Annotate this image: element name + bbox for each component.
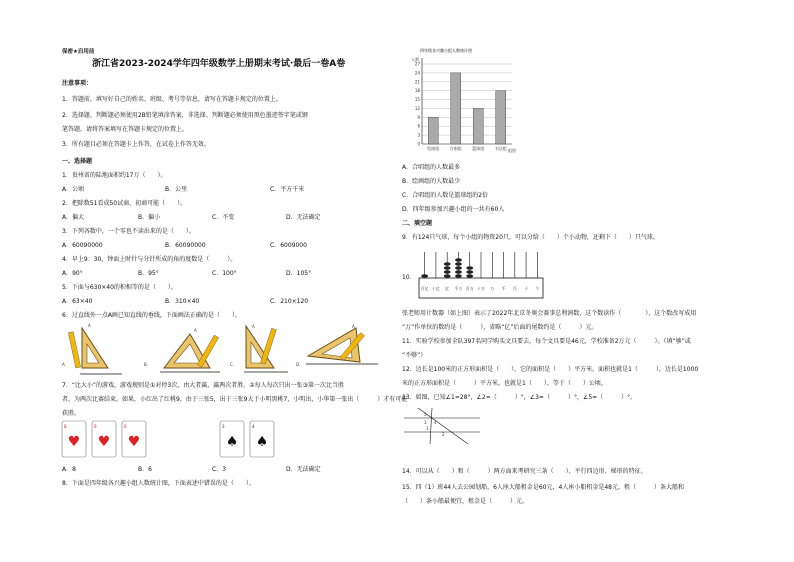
angle-label-4: 4 <box>434 420 437 425</box>
abacus-bead <box>444 270 451 274</box>
q15-line2: （ ）条小船最便宜，租金是（ ）元。 <box>402 498 529 505</box>
q5-opt-b: B．310×40 <box>165 298 200 305</box>
q7-opt-a: A．8 <box>62 466 76 473</box>
q8-opt-c: C．合唱组的人数是篮球组的2倍 <box>402 192 489 199</box>
q11-line2: “不够”） <box>402 352 427 359</box>
q5-opt-c: C．210×120 <box>270 298 309 305</box>
note-2-cont: 笔答题，请将答案填写在答题卡规定的位置上。 <box>62 126 189 133</box>
svg-text:3: 3 <box>222 424 225 429</box>
angle-diagram <box>402 406 482 446</box>
q2-opt-b: B．偏小 <box>138 214 161 221</box>
note-3: 3．所有题目必须在答题卡上作答，在试卷上作答无效。 <box>62 141 210 148</box>
svg-text:8: 8 <box>64 424 67 429</box>
angle-label-5: 5 <box>424 412 427 417</box>
q7-line1: 7．“比大小”的游戏，游戏规则是①对停3次，由大者赢，赢两次者胜。②每人每次只出一张③第一次比当胜 <box>62 382 344 389</box>
chart-category-label: 绘画组 <box>427 146 440 151</box>
q7-cards <box>60 420 360 460</box>
abacus-place-label: 百亿 <box>420 286 429 291</box>
svg-text:6: 6 <box>124 424 127 429</box>
chart-bar-3 <box>496 91 506 144</box>
chart-ylabel: 人数 <box>411 57 419 62</box>
abacus-place-label: 百 <box>512 286 517 291</box>
q6-figures <box>60 322 380 380</box>
abacus-bead <box>466 266 473 270</box>
chart-category-label: 书法组 <box>494 146 507 151</box>
q9-text: 9．有124只气球，每个小组的物资20只，可以分给（ ）个小动物，还剩下（ ）只气球。 <box>402 234 659 241</box>
abacus-bead <box>455 258 462 262</box>
svg-text:A: A <box>252 324 255 329</box>
abacus-place-label: 十 <box>524 286 529 291</box>
card-hearts-6 <box>122 421 146 457</box>
q3-opt-c: C．6009000 <box>270 242 307 249</box>
angle-label-1: 1 <box>426 426 429 431</box>
chart-y-tick: 12 <box>414 105 420 111</box>
note-1: 1．答题前，填写好自己的姓名、班级、考号等信息，请写在答题卡规定的位置上。 <box>62 96 282 103</box>
svg-text:♥: ♥ <box>67 434 81 450</box>
chart-title: 四年级各兴趣小组人数统计图 <box>420 48 472 53</box>
q6-figure-a <box>62 323 122 374</box>
q1-text: 1．贵州省的陆地面积约17万（ ）。 <box>62 172 167 179</box>
q4-opt-c: C．100° <box>212 270 237 277</box>
q1-opt-c: C．平方千米 <box>270 186 305 193</box>
q2-opt-c: C．不变 <box>212 214 235 221</box>
chart-y-tick: 6 <box>417 123 420 129</box>
abacus-place-label: 十万 <box>477 286 485 291</box>
q8-text: 8．下面是四年级各兴趣小组人数统计图，下面表述中错误的是（ ）。 <box>62 480 255 487</box>
q7-line2: 者，为两次比赛结束。如果，小红出了红桃9，由于三张5，出于三张9大于小明黑桃7，小明出，小华第一张出（ ）才有可能 <box>62 396 408 403</box>
section-choice-heading: 一、选择题 <box>62 158 93 165</box>
chart-y-tick: 9 <box>417 114 420 120</box>
q4-text: 4．早上9：30，钟面上时针与分针所成的角的度数是（ ）。 <box>62 256 237 263</box>
abacus-bead <box>466 270 473 274</box>
chart-y-tick: 27 <box>414 61 420 67</box>
q2-text: 2．把除数51看成50试商，初商可能（ ）。 <box>62 200 187 207</box>
abacus-bead <box>444 266 451 270</box>
chart-category-label: 篮球组 <box>472 146 485 151</box>
q15-line1: 15．四（1）班44人去公园划船，6人座大船租金是60元，4人座小船租金是48元，租（ ）条大船和 <box>402 484 684 491</box>
abacus-place-label: 千 <box>501 286 506 291</box>
q8-opt-a: A．合唱组的人数最多 <box>402 164 461 171</box>
page-title: 浙江省2023-2024学年四年级数学上册期末考试·最后一卷A卷 <box>92 59 346 69</box>
q5-text: 5．下面与630×40的积相等的是（ ）。 <box>62 284 177 291</box>
chart-y-tick: 21 <box>414 79 420 85</box>
abacus-place-label: 万 <box>490 286 495 291</box>
abacus-bead <box>421 274 428 278</box>
q6-opt-c: C． <box>230 362 237 367</box>
abacus-bead <box>455 270 462 274</box>
abacus-bead <box>455 274 462 278</box>
q7-opt-b: B．6 <box>138 466 152 473</box>
chart-y-tick: 0 <box>417 141 420 147</box>
q4-opt-b: B．95° <box>138 270 159 277</box>
q8-opt-b: B．绘画组的人数最少 <box>402 178 461 185</box>
svg-text:4: 4 <box>252 424 255 429</box>
svg-text:♥: ♥ <box>97 434 111 450</box>
q1-opt-b: B．公里 <box>165 186 188 193</box>
abacus-place-label: 百万 <box>465 286 474 291</box>
q11-line1: 11．实验学校参加全队397名同学购买文具要去，每个文具要是46元，学校准备2万元（ ）。（填“够”或 <box>402 338 691 345</box>
q6-opt-d: D． <box>296 362 304 367</box>
abacus-bead <box>455 266 462 270</box>
abacus-diagram <box>418 250 544 300</box>
q14-text: 14．可以从（ ）和（ ）两方面来考研究三条（ ）、平行四边形、梯形的特征。 <box>402 468 647 475</box>
chart-category-label: 合唱组 <box>449 146 462 151</box>
q3-opt-a: A．60090000 <box>62 242 103 249</box>
chart-y-tick: 24 <box>414 70 420 76</box>
notes-heading: 注意事项： <box>62 80 93 87</box>
q2-opt-d: D．无法确定 <box>286 214 321 221</box>
q6-text: 6．过直线外一点A画已知直线的垂线，下面画法正确的是（ ）。 <box>62 312 241 319</box>
angle-label-3: 3 <box>424 420 427 425</box>
q6-figure-c <box>230 324 288 372</box>
abacus-bead <box>455 262 462 266</box>
right-column <box>400 0 780 562</box>
secret-label: 保密★启用前 <box>62 49 95 55</box>
chart-y-tick: 18 <box>414 88 420 94</box>
section-fill-heading: 二、填空题 <box>402 220 433 227</box>
q7-opt-d: D．无法确定 <box>286 466 321 473</box>
abacus-place-label: 亿 <box>445 286 450 291</box>
svg-text:9: 9 <box>94 424 97 429</box>
abacus-place-label: 个 <box>535 286 540 291</box>
q12-line2: 米的正方形面积是（ ）平方米，也就是1（ ），等于（ ）公顷。 <box>402 380 607 387</box>
abacus-bead <box>444 274 451 278</box>
abacus-place-label: 千万 <box>454 286 463 291</box>
q3-text: 3．下列各数中，一个零也不读出来的是（ ）。 <box>62 228 195 235</box>
q7-line3: 获胜。 <box>62 410 81 417</box>
q3-opt-b: B．60090000 <box>165 242 206 249</box>
svg-text:♥: ♥ <box>127 434 141 450</box>
bar-chart <box>400 44 530 158</box>
note-2: 2．选择题、判断题必须使用2B铅笔填涂答案，非选择、判断题必须使用黑色墨迹签字笔或钢 <box>62 112 308 119</box>
q4-opt-d: D．105° <box>286 270 312 277</box>
q6-figure-b <box>144 328 220 372</box>
angle-label-2: 2 <box>442 432 445 437</box>
q13-text: 13．如图，已知∠1=28°，∠2=（ ）°，∠3=（ ）°，∠5=（ ）°。 <box>402 394 637 401</box>
svg-text:A: A <box>88 323 91 328</box>
chart-xlabel: 组别 <box>508 148 516 153</box>
abacus-bead <box>466 274 473 278</box>
q8-opt-d: D．四年级参加兴趣小组的一共有60人 <box>402 206 505 213</box>
card-spades-4 <box>250 421 274 457</box>
abacus-place-label: 十亿 <box>431 286 440 291</box>
chart-bar-0 <box>428 117 438 144</box>
q7-opt-c: C．3 <box>212 466 227 473</box>
chart-y-tick: 15 <box>414 97 420 103</box>
svg-text:♠: ♠ <box>225 434 239 450</box>
q12-line1: 12．边长是100米的正方形面积是（ ），它的面积是（ ）平方米，面积也就是1（ ），边长是1000 <box>402 366 699 373</box>
q10-line1: 张老师用计数器（如上图）表示了2022年北京冬奥会赛事总利润数，这个数读作（ ），这个数改写成用 <box>402 310 697 317</box>
card-hearts-8 <box>62 421 86 457</box>
q1-opt-a: A．公顷 <box>62 186 85 193</box>
svg-text:♠: ♠ <box>255 434 269 450</box>
q6-figure-d <box>296 324 378 367</box>
q6-opt-a: A． <box>62 362 69 367</box>
chart-bar-1 <box>451 73 461 144</box>
q4-opt-a: A．90° <box>62 270 83 277</box>
svg-text:A: A <box>352 324 355 329</box>
card-hearts-9 <box>92 421 116 457</box>
chart-bar-2 <box>473 108 483 144</box>
q6-opt-b: B． <box>144 362 151 367</box>
q5-opt-a: A．63×40 <box>62 298 93 305</box>
abacus-bead <box>444 262 451 266</box>
q2-opt-a: A．偏大 <box>62 214 85 221</box>
q10-number: 10． <box>402 274 416 281</box>
q10-line2: “万”作单位的数约是（ ），省略“亿”后面的尾数约是（ ）元。 <box>402 324 598 331</box>
chart-y-tick: 3 <box>417 132 420 138</box>
card-spades-3 <box>220 421 244 457</box>
svg-text:A: A <box>194 328 197 333</box>
